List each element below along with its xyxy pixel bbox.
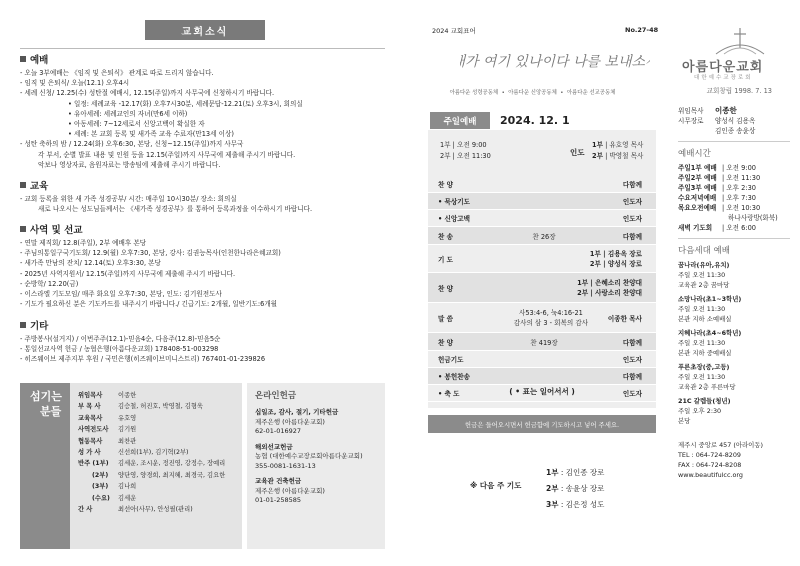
staff-row: 간 사 최선아(사무), 안성필(관리) [78, 506, 193, 514]
staff-row: 부 목 사 김승철, 허진호, 박영철, 김형욱 [78, 403, 204, 411]
slogan-text: 내가 여기 있나이다 나를 보내소서 [460, 54, 650, 70]
staff-row: (3부) 김나희 [92, 483, 137, 491]
news-line: - 새가족 만남의 잔치/ 12.14(토) 오후3:30, 본당 [20, 259, 161, 268]
community-groups: 아름다운 성령공동체 • 아름다운 신앙공동체 • 아름다운 선교공동체 [449, 90, 616, 96]
offering-notice: 헌금은 들어오시면서 헌금함에 기도하시고 넣어 주세요. [428, 415, 656, 433]
slogan-brush-art [460, 42, 650, 82]
next-gen-title: 다음세대 예배 [678, 246, 730, 256]
news-line: - 오늘 3부예배는 《임직 및 은퇴식》 관계로 따로 드리지 않습니다. [20, 69, 214, 77]
divider [20, 48, 385, 49]
worship-order [428, 175, 656, 402]
mission-section [20, 222, 385, 309]
news-line: - 히즈웨이브 제주지부 후원 / 국민은행(히즈웨이브미니스트리) 767401-01-239826 [20, 355, 266, 364]
time-row: 하나사랑방(화북) [728, 214, 778, 222]
section-title: 기타 [30, 321, 49, 332]
worship-section [20, 52, 385, 170]
staff-row: (2부) 양단영, 양경희, 최지혜, 최경국, 김요한 [92, 471, 226, 479]
prayer-row: 1부 : 김인종 장로 [546, 468, 605, 477]
time-row: 수요저녁예배 | 오후 7:30 [678, 194, 756, 202]
news-line: - 교회 등록을 위한 새 가족 성경공부/ 시간: 매주일 10시30분/ 장소: 회의실 [20, 195, 237, 203]
time-row: 주일1부 예배 | 오전 9:00 [678, 164, 756, 172]
news-line: • 일정: 세례교육 -12.17(화) 오후7시30분, 세례문답-12.21(토) 오후3시, 회의실 [68, 99, 303, 108]
website-link[interactable]: www.beautifulcc.org [678, 471, 743, 479]
staff-box [20, 383, 242, 549]
time-row: 새벽 기도회 | 오전 6:00 [678, 224, 756, 232]
church-subtitle: 대한예수교장로회 [694, 75, 753, 81]
news-line: 각 부서, 순별 발표 내용 및 인원 등을 12.15(주일)까지 사무국에 제출해 주시기 바랍니다. [38, 150, 296, 159]
standing-note: ( • 표는 일어서서 ) [509, 387, 575, 396]
fax: FAX : 064-724-8208 [678, 461, 742, 469]
staff-side-label: 섬기는 분들 [20, 383, 70, 549]
time-row: 목요오전예배 | 오전 10:30 [678, 204, 761, 212]
founded-date: 교회창립 1998. 7. 13 [706, 87, 772, 95]
order-row: 찬 양 찬 419장 다함께 [428, 333, 656, 351]
church-name: 아름다운교회 [682, 60, 764, 75]
next-week-prayer-label: ※ 다음 주 기도 [470, 481, 522, 490]
news-line: - 성탄 축하의 밤 / 12.24(화) 오후6:30, 본당, 신청~12.15(주일)까지 사무국 [20, 140, 244, 149]
order-row: 말 씀 사53:4-6, 눅4:16-21 감사의 삼 3 - 회복의 감사 이종한 목사 [428, 303, 656, 333]
news-line: • 세례: 본 교회 등록 및 새가족 교육 수료자(만13세 이상) [68, 130, 234, 139]
order-row: 기 도 1부 | 김용옥 장로 2부 | 양성식 장로 [428, 245, 656, 273]
church-slogan [460, 42, 650, 82]
news-line: - 통일선교사역 헌금 / 농협은행(아름다운교회) 178408-51-003298 [20, 345, 219, 354]
service-leaders: 1부 | 유호영 목사 2부 | 박영철 목사 [592, 141, 644, 160]
staff-row: 반주 (1부) 김세운, 조시운, 정진영, 강정수, 장예리 [78, 460, 226, 468]
account-number: 01-01-258585 [255, 496, 302, 504]
church-info-sidebar [678, 20, 790, 550]
church-news-banner: 교회소식 [145, 20, 265, 40]
offering-type: 해외선교헌금 [255, 442, 293, 451]
news-line: - 연말 제직회/ 12.8(주일), 2부 예배후 본당 [20, 239, 147, 247]
bulletin-label: 2024 교회표어 [432, 27, 476, 35]
news-line: - 2025년 사역지원서/ 12.15(주일)까지 사무국에 제출해 주시기 바랍니다. [20, 269, 236, 278]
order-row: 헌금기도 인도자 [428, 351, 656, 368]
order-row: 찬 송 찬 26장 다함께 [428, 227, 656, 245]
news-line: 악보나 영상자료, 음원자료는 방송팀에 제출해 주시기 바랍니다. [38, 160, 221, 169]
offering-type: 교육관 건축헌금 [255, 477, 302, 485]
issue-number: No.27-48 [625, 26, 659, 34]
church-logo-icon [710, 26, 770, 56]
order-row: • 축 도 인도자 [428, 385, 656, 402]
next-week-prayers [546, 465, 604, 513]
phone: TEL : 064-724-8209 [678, 451, 741, 459]
order-row: • 봉헌찬송 다함께 [428, 368, 656, 385]
account-number: 355-0081-1631-13 [255, 461, 316, 470]
worship-title: 주일예배 [430, 112, 490, 129]
staff-list [78, 390, 225, 515]
news-line: - 주방봉사(설거지) / 이번주주(12.1)-믿음4순, 다음주(12.8)-믿음5순 [20, 335, 221, 343]
section-title: 예배 [30, 55, 49, 66]
bullet-square-icon [20, 226, 26, 232]
order-row: 찬 양 다함께 [428, 175, 656, 193]
etc-section [20, 318, 385, 365]
contact-info [678, 440, 790, 480]
news-line: - 임직 및 은퇴식/ 오늘(12.1) 오후4시 [20, 79, 130, 88]
order-row: • 묵상기도 인도자 [428, 193, 656, 210]
bullet-square-icon [20, 56, 26, 62]
news-line: - 순방학/ 12.20(금) [20, 279, 79, 288]
online-offering-box [247, 383, 385, 549]
offering-type: 십일조, 감사, 절기, 기타헌금 [255, 408, 339, 416]
news-line: • 유아세례: 세례교인의 자녀(만6세 이하) [68, 109, 188, 118]
prayer-row: 2부 : 송윤상 장로 [546, 484, 605, 493]
staff-row: 사역전도사 김기원 [78, 426, 137, 434]
bank-name: 제주은행 (아름다운교회) [255, 486, 325, 495]
section-title: 사역 및 선교 [30, 225, 83, 236]
news-line: - 기도가 필요하신 분은 기도카드를 내주시기 바랍니다./ 긴급기도: 2개월, 일반기도:6개월 [20, 300, 278, 309]
staff-row: 성 가 사 신선희(1부), 김기혁(2부) [78, 449, 189, 457]
account-number: 62-01-016927 [255, 427, 302, 435]
news-line: 새로 나오시는 성도님들께서는 《새가족 성경공부》를 통하여 등록과정을 이수하시기 바랍니다. [38, 205, 313, 214]
address: 제주시 중앙로 457 (아라이동) [678, 441, 764, 449]
time-row: 주일3부 예배 | 오후 2:30 [678, 184, 756, 192]
church-logo [678, 20, 790, 82]
staff-row: 위임목사 이종한 [78, 392, 137, 399]
worship-times [678, 163, 790, 233]
order-row: 찬 양 1부 | 은혜소리 찬양대 2부 | 사랑소리 찬양대 [428, 273, 656, 303]
news-line: - 세례 신청/ 12.25(수) 성탄절 예배시, 12.15(주일)까지 사무국에 신청하시기 바랍니다. [20, 89, 275, 98]
news-line: - 이스라엘 기도모임/ 매주 화요일 오후7:30, 본당, 인도: 김기원전도사 [20, 290, 222, 299]
service-times: 1부 | 오전 9:00 2부 | 오전 11:30 [440, 141, 491, 160]
section-title: 교육 [30, 181, 49, 192]
news-line: - 주님의통일구국기도회/ 12.9(월) 오후7:30, 본당, 강사: 김권능목사(인천한나라은혜교회) [20, 249, 281, 258]
education-section [20, 178, 385, 214]
staff-row: (수요) 김세운 [92, 494, 137, 502]
worship-date: 2024. 12. 1 [500, 114, 570, 127]
order-row: • 신앙고백 인도자 [428, 210, 656, 227]
bullet-square-icon [20, 322, 26, 328]
staff-row: 교육목사 유호영 [78, 414, 137, 422]
bank-name: 제주은행 (아름다운교회) [255, 417, 325, 426]
leader-label: 인도 [570, 148, 585, 157]
bullet-square-icon [20, 182, 26, 188]
worship-times-title: 예배시간 [678, 149, 711, 159]
leadership: 위임목사 이종한 시무장로 양성식 김용옥 김인종 송윤상 [678, 106, 756, 135]
prayer-row: 3부 : 김은정 성도 [546, 500, 605, 509]
bank-name: 농협 (대한예수교장로회아름다운교회) [255, 452, 363, 460]
staff-row: 협동목사 최찬관 [78, 437, 137, 445]
next-gen-list: 꿈나라(유아,유치) 주일 오전 11:30 교육관 2층 꿈마당 소망나라(초1~3학년) 주일 오전 11:30 본관 지하 소예배실 지혜나라(초4~6학년) 주일 오전 11:30 본관 지하 중예배실 푸른초장(중,고등) 주일 오전 11:30 교육관 2층 푸른마당 21C 갈렙들(청년) 주일 오후 2:30 본당 [678, 261, 742, 425]
time-row: 주일2부 예배 | 오전 11:30 [678, 174, 761, 182]
news-line: • 아동세례: 7~12세로서 신앙고백이 확실한 자 [68, 120, 205, 129]
online-offering-title: 온라인헌금 [255, 391, 297, 401]
